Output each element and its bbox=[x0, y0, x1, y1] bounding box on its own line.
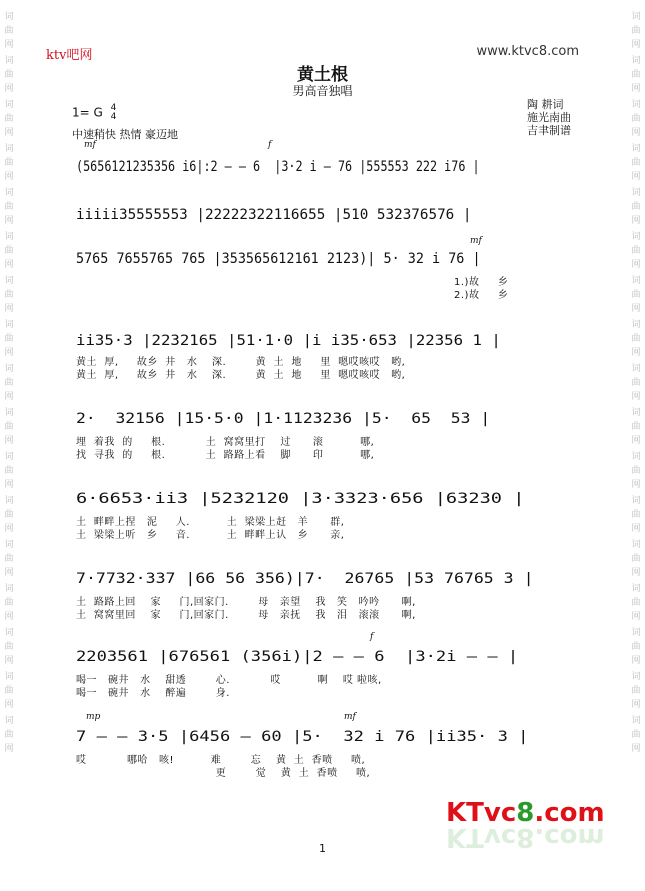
dynamic-mark: f bbox=[268, 140, 272, 150]
lyric-line: 找 寻我 的 根. 土 路路上看 脚 印 哪, bbox=[76, 450, 375, 461]
score-row bbox=[76, 410, 576, 462]
lyric-line: 埋 着我 的 根. 土 窝窝里打 过 滚 哪, bbox=[76, 437, 375, 448]
score-row bbox=[76, 250, 576, 302]
lyric-line: 土 畔畔上捏 泥 人. 土 梁梁上赶 羊 群, bbox=[76, 517, 345, 528]
song-title: 黄土根 bbox=[297, 65, 348, 85]
dynamic-mark: f bbox=[370, 632, 374, 642]
score-row bbox=[76, 570, 576, 622]
notation-line: 5765 7655765 765 |353565612161 2123)| 5· 32 i 76 | bbox=[76, 251, 481, 267]
notation-line: 7·7732·337 |66 56 356)|7· 26765 |53 76765 3 | bbox=[76, 571, 534, 587]
song-subtitle: 男高音独唱 bbox=[292, 84, 353, 98]
dynamic-mark: mf bbox=[470, 236, 482, 246]
lyric-line: 2.)故 乡 bbox=[454, 290, 509, 301]
tempo-marking: 中速稍快 热情 豪迈地 bbox=[72, 128, 178, 141]
side-watermark-right: 词曲网 词曲网 词曲网 词曲网 词曲网 词曲网 词曲网 词曲网 词曲网 词曲网 词曲网 词曲网 词曲网 词曲网 词曲网 词曲网 词曲网 bbox=[631, 12, 641, 754]
dynamic-mark: mp bbox=[86, 712, 101, 722]
lyric-line: 喝一 碗井 水 甜透 心. 哎 啊 哎 啦咳, bbox=[76, 675, 382, 686]
lyric-line: 哎 哪哈 咳! 难 忘 黄 土 香喷 喷, bbox=[76, 755, 366, 766]
notation-line: 6·6653·ii3 |5232120 |3·3323·656 |63230 | bbox=[76, 491, 525, 507]
lyric-line: 更 觉 黄 土 香喷 喷, bbox=[76, 768, 371, 779]
ktv-logo: ktv吧网 bbox=[46, 48, 93, 63]
dynamic-mark: mf bbox=[84, 140, 96, 150]
lyric-line: 黄土 厚, 故乡 井 水 深. 黄 土 地 里 嗯哎咳哎 哟, bbox=[76, 357, 406, 368]
page-number: 1 bbox=[319, 842, 326, 855]
lyric-line: 土 梁梁上听 乡 音. 土 畔畔上认 乡 亲, bbox=[76, 530, 345, 541]
lyricist: 陶 耕词 bbox=[527, 98, 564, 111]
notation-line: 2203561 |676561 (356i)|2 — — 6 |3·2i — — | bbox=[76, 649, 519, 665]
dynamic-mark: mf bbox=[344, 712, 356, 722]
score-row bbox=[76, 648, 576, 700]
score-row bbox=[76, 728, 576, 780]
score-row bbox=[76, 332, 576, 382]
lyric-line: 黄土 厚, 故乡 井 水 深. 黄 土 地 里 嗯哎咳哎 哟, bbox=[76, 370, 406, 381]
site-url: www.ktvc8.com bbox=[476, 44, 579, 59]
ktvc8-brand-logo: KTvc8.com bbox=[446, 798, 605, 828]
notation-line: (5656121235356 i6|:2 — — 6 |3·2 i — 76 |555553 222 i76 | bbox=[76, 159, 480, 175]
notation-line: 7 — — 3·5 |6456 — 60 |5· 32 i 76 |ii35· 3 | bbox=[76, 729, 529, 745]
notation-line: ii35·3 |2232165 |51·1·0 |i i35·653 |22356 1 | bbox=[76, 333, 501, 349]
score-row bbox=[76, 158, 576, 176]
score-row bbox=[76, 490, 576, 542]
lyric-line: 喝一 碗井 水 醉遍 身. bbox=[76, 688, 230, 699]
arranger: 吉聿制谱 bbox=[527, 124, 571, 137]
composer: 施光南曲 bbox=[527, 111, 571, 124]
lyric-line: 土 窝窝里回 家 门,回家门. 母 亲抚 我 泪 滚滚 啊, bbox=[76, 610, 416, 621]
time-signature: 4 4 bbox=[110, 103, 117, 122]
brand-reflection: KTvc8.com bbox=[446, 822, 605, 852]
notation-line: 2· 32156 |15·5·0 |1·1123236 |5· 65 53 | bbox=[76, 411, 491, 427]
score-row bbox=[76, 206, 576, 224]
side-watermark-left: 词曲网 词曲网 词曲网 词曲网 词曲网 词曲网 词曲网 词曲网 词曲网 词曲网 词曲网 词曲网 词曲网 词曲网 词曲网 词曲网 词曲网 bbox=[4, 12, 14, 754]
credits bbox=[527, 98, 571, 137]
lyric-line: 土 路路上回 家 门,回家门. 母 亲望 我 笑 吟吟 啊, bbox=[76, 597, 416, 608]
notation-line: iiiii35555553 |22222322116655 |510 532376576 | bbox=[76, 207, 472, 223]
key-signature: 1= G 4 4 bbox=[72, 103, 117, 122]
lyric-line: 1.)故 乡 bbox=[454, 277, 509, 288]
